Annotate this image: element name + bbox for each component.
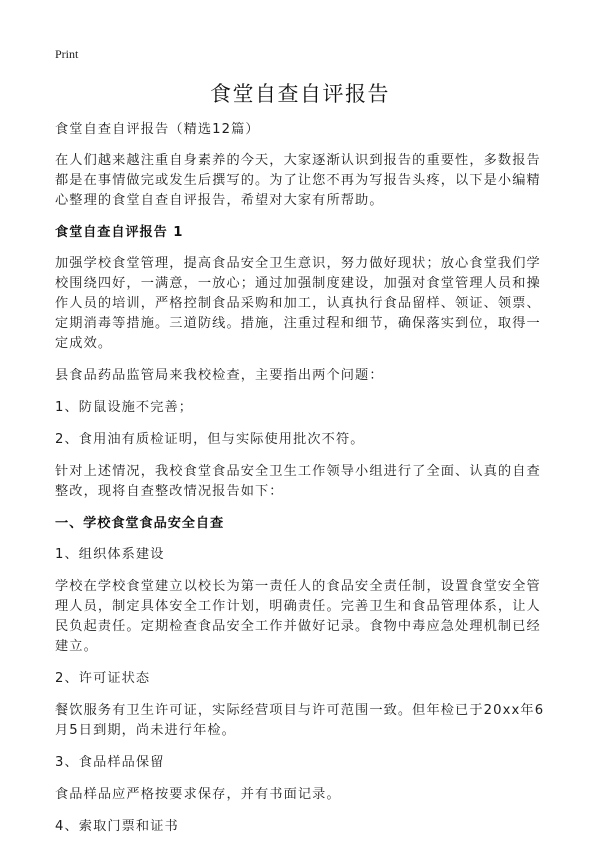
paragraph: 加强学校食堂管理，提高食品安全卫生意识，努力做好现状；放心食堂我们学校围绕四好，一满意，一放心；通过加强制度建设，加强对食堂管理人员和操作人员的培训，严格控制食品采购和加工，认真执行食品留样、领证、领票、定期消毒等措施。三道防线。措施，注重过程和细节，确保落实到位，取得一定成效。 (55, 256, 541, 351)
page-title: 食堂自查自评报告 (210, 82, 390, 106)
list-item: 1、防鼠设施不完善； (55, 400, 194, 415)
paragraph: 县食品药品监管局来我校检查，主要指出两个问题： (55, 368, 384, 383)
paragraph: 学校在学校食堂建立以校长为第一责任人的食品安全责任制，设置食堂安全管理人员，制定具体安全工作计划，明确责任。完善卫生和食品管理体系，让人民负起责任。定期检查食品安全工作并做好记录。食物中毒应急处理机制已经建立。 (55, 579, 541, 654)
subsection-heading: 一、学校食堂食品安全自查 (55, 516, 225, 531)
item-heading: 3、食品样品保留 (55, 755, 165, 770)
item-heading: 1、组织体系建设 (55, 547, 165, 562)
paragraph: 针对上述情况，我校食堂食品安全卫生工作领导小组进行了全面、认真的自查整改，现将自查整改情况报告如下： (55, 464, 541, 499)
document-subtitle: 食堂自查自评报告（精选12篇） (55, 122, 260, 137)
item-heading: 4、索取门票和证书 (55, 819, 179, 834)
print-link[interactable]: Print (55, 47, 79, 61)
list-item: 2、食用油有质检证明，但与实际使用批次不符。 (55, 432, 365, 447)
paragraph: 餐饮服务有卫生许可证，实际经营项目与许可范围一致。但年检已于20xx年6月5日到期，尚未进行年检。 (55, 703, 545, 738)
item-heading: 2、许可证状态 (55, 671, 151, 686)
document-body (55, 120, 547, 849)
paragraph: 食品样品应严格按要求保存，并有书面记录。 (55, 787, 341, 802)
section-heading: 食堂自查自评报告 1 (55, 225, 184, 240)
intro-paragraph: 在人们越来越注重自身素养的今天，大家逐渐认识到报告的重要性，多数报告都是在事情做完或发生后撰写的。为了让您不再为写报告头疼，以下是小编精心整理的食堂自查自评报告，希望对大家有所帮助。 (55, 153, 541, 208)
